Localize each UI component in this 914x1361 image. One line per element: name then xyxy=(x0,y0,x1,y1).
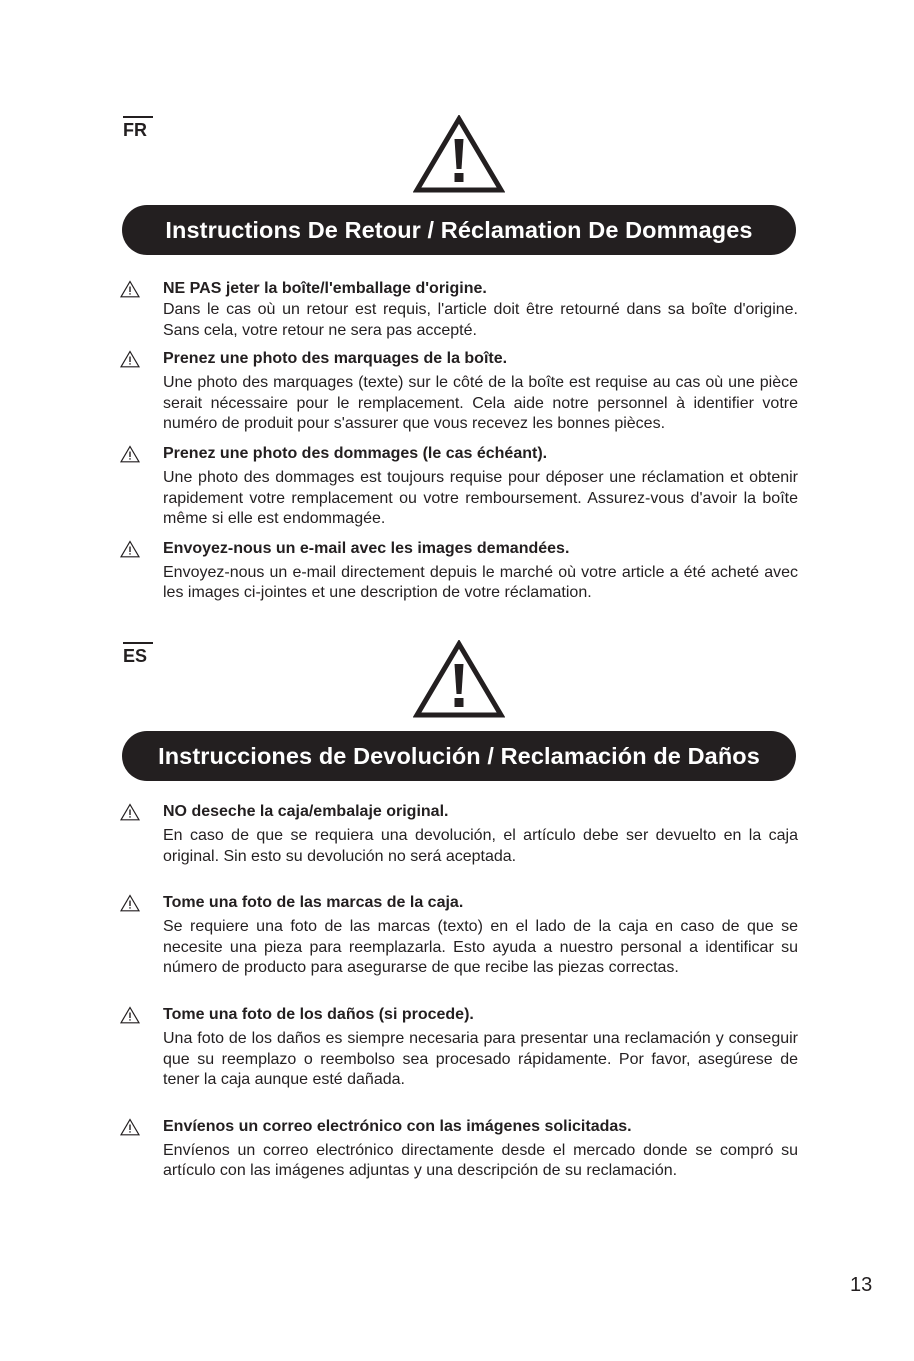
instruction-title: Prenez une photo des dommages (le cas échéant). xyxy=(163,444,548,462)
instruction-item xyxy=(120,279,798,341)
instruction-list-es xyxy=(120,802,798,1182)
page-number: 13 xyxy=(850,1274,873,1296)
warning-triangle-icon xyxy=(413,115,505,193)
instruction-body: Envoyez-nous un e-mail directement depuis le marché où votre article a été acheté avec les images ci-jointes et une description de votre réclamation. xyxy=(163,563,798,602)
instruction-item xyxy=(120,1005,798,1091)
instruction-item xyxy=(120,444,798,530)
instruction-body: Dans le cas où un retour est requis, l'article doit être retourné dans sa boîte d'origine. Sans cela, votre retour ne sera pas accepté. xyxy=(163,301,798,339)
instruction-body: Envíenos un correo electrónico directamente desde el mercado donde se compró su artículo con las imágenes adjuntas y una descripción de su reclamación. xyxy=(163,1141,798,1180)
instruction-item xyxy=(120,893,798,979)
warning-icon xyxy=(120,1006,140,1024)
language-tag-es: ES xyxy=(123,642,153,666)
instruction-body: Une photo des marquages (texte) sur le côté de la boîte est requise au cas où une pièce serait nécessaire pour le remplacement. Cela aide notre personnel à identifier votre numéro de produit pour s'assurer que vous recevez les bonnes pièces. xyxy=(163,374,798,433)
instruction-title: NO deseche la caja/embalaje original. xyxy=(163,803,449,820)
instruction-body: Une photo des dommages est toujours requise pour déposer une réclamation et obtenir rapidement votre remplacement ou votre remboursement. Assurez-vous d'avoir la boîte même si elle est endommagée. xyxy=(163,468,798,528)
instruction-body: Se requiere una foto de las marcas (texto) en el lado de la caja en caso de que se necesite una pieza para reemplazarla. Esto ayuda a nuestro personal a identificar su número de producto para asegurarse de que recibe las piezas correctas. xyxy=(163,918,798,977)
banner-title-fr: Instructions De Retour / Réclamation De Dommages xyxy=(122,205,796,255)
instruction-body: En caso de que se requiera una devolución, el artículo debe ser devuelto en la caja original. Sin esto su devolución no será aceptada. xyxy=(163,827,798,865)
instruction-title: Envíenos un correo electrónico con las imágenes solicitadas. xyxy=(163,1117,632,1135)
warning-icon xyxy=(120,350,140,368)
warning-icon xyxy=(120,445,140,463)
warning-icon xyxy=(120,1118,140,1136)
warning-icon xyxy=(120,803,140,821)
instruction-list-fr xyxy=(120,279,798,604)
instruction-body: Una foto de los daños es siempre necesaria para presentar una reclamación y conseguir que su reemplazo o reembolso sea procesado rápidamente. Por favor, asegúrese de tener la caja aunque esté dañada. xyxy=(163,1029,798,1089)
instruction-item xyxy=(120,539,798,604)
instruction-item xyxy=(120,1117,798,1182)
instruction-title: Envoyez-nous un e-mail avec les images demandées. xyxy=(163,539,570,557)
banner-title-es: Instrucciones de Devolución / Reclamación de Daños xyxy=(122,731,796,781)
instruction-title: NE PAS jeter la boîte/l'emballage d'origine. xyxy=(163,280,487,297)
instruction-title: Tome una foto de los daños (si procede). xyxy=(163,1005,474,1023)
warning-icon xyxy=(120,540,140,558)
warning-icon xyxy=(120,894,140,912)
instruction-title: Prenez une photo des marquages de la boîte. xyxy=(163,350,508,368)
instruction-title: Tome una foto de las marcas de la caja. xyxy=(163,894,464,912)
warning-triangle-icon xyxy=(413,640,505,718)
language-tag-fr: FR xyxy=(123,116,153,140)
instruction-item xyxy=(120,802,798,867)
instruction-item xyxy=(120,349,798,435)
warning-icon xyxy=(120,280,140,298)
